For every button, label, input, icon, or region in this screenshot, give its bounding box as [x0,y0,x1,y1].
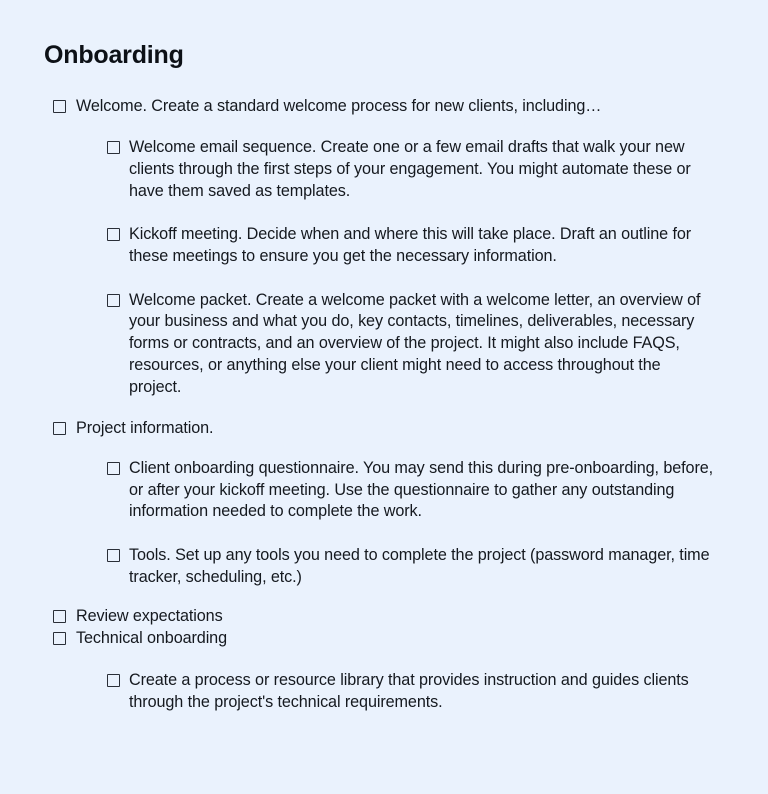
checklist-item-client-onboarding-questionnaire[interactable] [42,458,722,523]
sub-checklist-technical-onboarding [42,670,722,713]
checklist-item-welcome-email-sequence[interactable] [42,137,722,202]
checkbox-icon[interactable] [53,100,66,113]
checklist-item-label: Project information. [76,419,214,438]
checklist-group-project-information [42,418,722,588]
checkbox-icon[interactable] [53,610,66,623]
checklist-group-welcome [42,96,722,399]
checklist-item-welcome-packet[interactable] [42,290,722,399]
checklist-item-label: Tools. Set up any tools you need to complete the project (password manager, time tracker, scheduling, etc.) [129,546,710,586]
checkbox-icon[interactable] [107,141,120,154]
checkbox-icon[interactable] [107,674,120,687]
checklist-item-kickoff-meeting[interactable] [42,224,722,267]
checklist-item-project-information[interactable] [42,418,722,440]
checkbox-icon[interactable] [107,462,120,475]
checklist-item-label: Technical onboarding [76,629,227,648]
checklist-item-label: Welcome. Create a standard welcome process for new clients, including… [76,96,602,115]
checklist-item-label: Kickoff meeting. Decide when and where this will take place. Draft an outline for these meetings to ensure you get the necessary information. [129,225,692,266]
checkbox-icon[interactable] [107,294,120,307]
sub-checklist-welcome [42,137,722,398]
checklist-item-process-resource-library[interactable] [42,670,722,713]
checklist-item-tools[interactable] [42,545,722,588]
checklist-item-label: Client onboarding questionnaire. You may send this during pre-onboarding, before, or after your kickoff meeting. Use the questionnaire to gather any outstanding information needed to complete the work. [129,458,714,521]
checklist-item-label: Create a process or resource library that provides instruction and guides clients through the project's technical requirements. [129,670,689,711]
sub-checklist-project-information [42,458,722,589]
checklist-item-review-expectations[interactable] [42,606,722,628]
checkbox-icon[interactable] [107,228,120,241]
checklist-group-technical-onboarding [42,628,722,713]
checkbox-icon[interactable] [53,632,66,645]
checklist-item-label: Review expectations [76,607,223,626]
checklist-item-label: Welcome packet. Create a welcome packet with a welcome letter, an overview of your business and what you do, key contacts, timelines, deliverables, necessary forms or contracts, and an overview of the project. It might also include FAQS, resources, or anything else your client might need to access throughout the project. [129,290,701,396]
checkbox-icon[interactable] [53,422,66,435]
page-title: Onboarding [44,41,184,69]
checklist-item-label: Welcome email sequence. Create one or a few email drafts that walk your new clients through the first steps of your engagement. You might automate these or have them saved as templates. [129,138,691,200]
checklist-item-technical-onboarding[interactable] [42,628,722,650]
onboarding-checklist [42,96,722,714]
checkbox-icon[interactable] [107,549,120,562]
checklist-group-review-expectations [42,606,722,628]
checklist-item-welcome[interactable] [42,96,722,118]
